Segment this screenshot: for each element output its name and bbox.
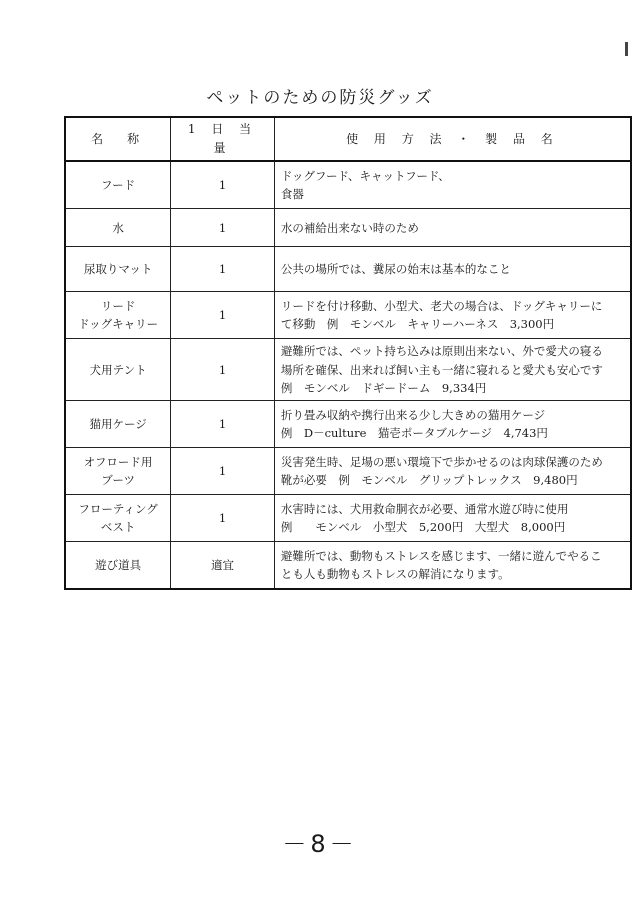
usage-line: 例 D－culture 猫壱ポータブルケージ 4,743円 (280, 426, 548, 441)
table-row (65, 292, 631, 339)
usage-line: 例 モンベル 小型犬 5,200円 大型犬 8,000円 (280, 520, 566, 535)
item-name: 尿取りマット (83, 262, 153, 277)
item-amount: 1 (171, 209, 275, 247)
item-usage-cell (274, 209, 631, 247)
header-usage-product: 使 用 方 法 ・ 製 品 名 (274, 117, 631, 161)
item-name: 遊び道具 (95, 558, 142, 573)
item-name: 犬用テント (89, 362, 147, 377)
item-name: オフロード用 (83, 454, 153, 469)
item-usage-cell (274, 542, 631, 590)
header-name: 名 称 (65, 117, 171, 161)
usage-line: 水の補給出来ない時のため (280, 220, 419, 235)
usage-line: 避難所では、動物もストレスを感じます、一緒に遊んでやるこ (280, 548, 602, 563)
usage-line: とも人も動物もストレスの解消になります。 (280, 567, 510, 582)
item-name: リード (100, 298, 136, 313)
header-daily-amount: 1 日 当 量 (171, 117, 275, 161)
item-name: ベスト (100, 520, 136, 535)
usage-line: 公共の場所では、糞尿の始末は基本的なこと (280, 262, 511, 277)
table-row (65, 448, 631, 495)
item-name-cell (65, 247, 171, 292)
item-name: フローティング (78, 501, 158, 516)
usage-line: 例 モンベル ドギードーム 9,334円 (280, 381, 487, 396)
item-name: フード (101, 178, 136, 193)
page-title: ペットのための防災グッズ (206, 88, 434, 108)
pet-disaster-goods-table (64, 116, 632, 590)
item-amount: 1 (171, 448, 275, 495)
item-amount: 1 (171, 339, 275, 401)
table-row (65, 542, 631, 590)
table-row (65, 161, 631, 209)
item-name-cell (65, 495, 171, 542)
page-number: －8－ (282, 830, 358, 858)
item-name-cell (65, 161, 171, 209)
table-row (65, 339, 631, 401)
item-amount: 1 (171, 401, 275, 448)
usage-line: て移動 例 モンベル キャリーハーネス 3,300円 (280, 317, 555, 332)
usage-line: ドッグフード、キャットフード、 (280, 168, 450, 183)
item-usage-cell (274, 339, 631, 401)
usage-line: 靴が必要 例 モンベル グリップトレックス 9,480円 (280, 473, 578, 488)
usage-line: 折り畳み収納や携行出来る少し大きめの猫用ケージ (280, 407, 546, 422)
item-name: 猫用ケージ (89, 417, 147, 432)
item-usage-cell (274, 161, 631, 209)
item-usage-cell (274, 247, 631, 292)
usage-line: 食器 (280, 187, 304, 202)
item-amount: 1 (171, 292, 275, 339)
item-amount: 1 (171, 247, 275, 292)
item-amount: 1 (171, 161, 275, 209)
usage-line: 避難所では、ペット持ち込みは原則出来ない、外で愛犬の寝る (280, 344, 603, 359)
usage-line: 場所を確保、出来れば飼い主も一緒に寝れると愛犬も安心です (280, 362, 603, 377)
usage-line: 災害発生時、足場の悪い環境下で歩かせるのは肉球保護のため (280, 454, 603, 469)
item-usage-cell (274, 495, 631, 542)
item-amount: 適宜 (171, 542, 275, 590)
item-usage-cell (274, 448, 631, 495)
table-row (65, 401, 631, 448)
item-usage-cell (274, 401, 631, 448)
item-name-cell (65, 292, 171, 339)
item-name-cell (65, 542, 171, 590)
item-name-cell (65, 401, 171, 448)
usage-line: 水害時には、犬用救命胴衣が必要、通常水遊び時に使用 (280, 501, 569, 516)
table-row (65, 247, 631, 292)
table-row (65, 209, 631, 247)
table-header-row (65, 117, 631, 161)
usage-line: リードを付け移動、小型犬、老犬の場合は、ドッグキャリーに (280, 298, 603, 313)
item-name: 水 (112, 220, 124, 235)
item-name: ドッグキャリー (78, 317, 159, 332)
corner-mark (625, 42, 628, 56)
item-name-cell (65, 209, 171, 247)
item-usage-cell (274, 292, 631, 339)
item-name-cell (65, 448, 171, 495)
item-amount: 1 (171, 495, 275, 542)
item-name-cell (65, 339, 171, 401)
item-name: ブーツ (101, 473, 135, 488)
table-row (65, 495, 631, 542)
